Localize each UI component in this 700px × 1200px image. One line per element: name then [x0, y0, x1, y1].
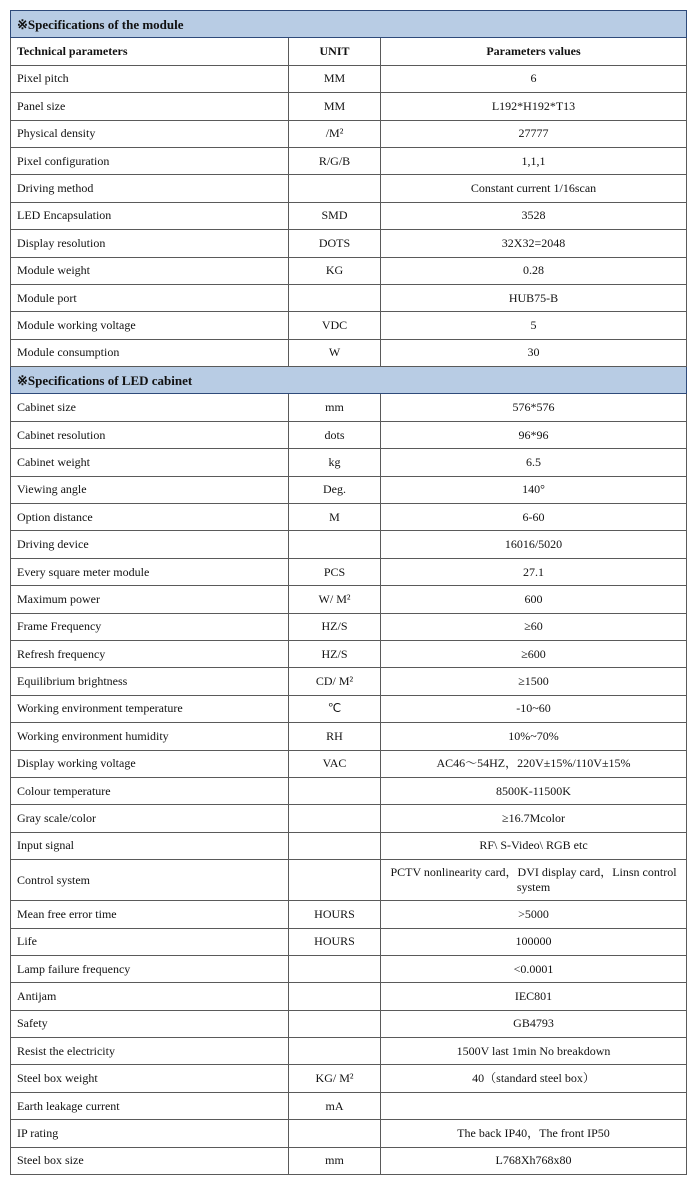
cabinet-row — [11, 695, 687, 722]
parameter-value-cell: 40（standard steel box） — [381, 1065, 687, 1092]
unit-cell — [289, 805, 381, 832]
parameter-value-cell: -10~60 — [381, 695, 687, 722]
header-parameter-values: Parameters values — [381, 38, 687, 65]
cabinet-row — [11, 531, 687, 558]
cabinet-row — [11, 1010, 687, 1037]
parameter-name-cell: Every square meter module — [11, 558, 289, 585]
parameter-name-cell: Pixel configuration — [11, 147, 289, 174]
unit-cell: kg — [289, 449, 381, 476]
unit-cell: VDC — [289, 312, 381, 339]
unit-cell: VAC — [289, 750, 381, 777]
cabinet-section-header — [11, 367, 687, 394]
unit-cell: DOTS — [289, 230, 381, 257]
parameter-name-cell: Maximum power — [11, 586, 289, 613]
parameter-value-cell: 30 — [381, 339, 687, 366]
parameter-name-cell: IP rating — [11, 1120, 289, 1147]
parameter-name-cell: Driving device — [11, 531, 289, 558]
parameter-name-cell: Colour temperature — [11, 777, 289, 804]
header-unit: UNIT — [289, 38, 381, 65]
module-row — [11, 230, 687, 257]
unit-cell — [289, 860, 381, 901]
cabinet-row — [11, 449, 687, 476]
parameter-name-cell: Display working voltage — [11, 750, 289, 777]
parameter-name-cell: LED Encapsulation — [11, 202, 289, 229]
parameter-name-cell: Gray scale/color — [11, 805, 289, 832]
parameter-value-cell: 6 — [381, 65, 687, 92]
cabinet-row — [11, 860, 687, 901]
cabinet-section-title: ※Specifications of LED cabinet — [11, 367, 687, 394]
parameter-name-cell: Pixel pitch — [11, 65, 289, 92]
module-row — [11, 175, 687, 202]
parameter-name-cell: Module weight — [11, 257, 289, 284]
parameter-value-cell: L768Xh768x80 — [381, 1147, 687, 1174]
unit-cell — [289, 284, 381, 311]
parameter-value-cell: HUB75-B — [381, 284, 687, 311]
unit-cell — [289, 983, 381, 1010]
unit-cell: /M² — [289, 120, 381, 147]
parameter-value-cell: ≥60 — [381, 613, 687, 640]
parameter-name-cell: Equilibrium brightness — [11, 668, 289, 695]
unit-cell — [289, 1038, 381, 1065]
unit-cell: mA — [289, 1092, 381, 1119]
parameter-value-cell: IEC801 — [381, 983, 687, 1010]
cabinet-row — [11, 777, 687, 804]
unit-cell — [289, 955, 381, 982]
unit-cell: CD/ M² — [289, 668, 381, 695]
unit-cell: HOURS — [289, 928, 381, 955]
spec-sheet — [10, 10, 686, 1175]
unit-cell: W/ M² — [289, 586, 381, 613]
spec-table — [10, 10, 687, 1175]
cabinet-row — [11, 983, 687, 1010]
cabinet-row — [11, 1065, 687, 1092]
unit-cell: mm — [289, 394, 381, 421]
parameter-value-cell: 600 — [381, 586, 687, 613]
parameter-value-cell: Constant current 1/16scan — [381, 175, 687, 202]
unit-cell: ℃ — [289, 695, 381, 722]
parameter-value-cell: 6.5 — [381, 449, 687, 476]
parameter-value-cell: 6-60 — [381, 504, 687, 531]
unit-cell: PCS — [289, 558, 381, 585]
parameter-name-cell: Life — [11, 928, 289, 955]
unit-cell: Deg. — [289, 476, 381, 503]
cabinet-row — [11, 1092, 687, 1119]
cabinet-row — [11, 586, 687, 613]
cabinet-row — [11, 640, 687, 667]
parameter-value-cell: The back IP40，The front IP50 — [381, 1120, 687, 1147]
unit-cell: M — [289, 504, 381, 531]
parameter-name-cell: Resist the electricity — [11, 1038, 289, 1065]
cabinet-row — [11, 613, 687, 640]
module-row — [11, 65, 687, 92]
cabinet-row — [11, 832, 687, 859]
parameter-value-cell — [381, 1092, 687, 1119]
parameter-name-cell: Cabinet size — [11, 394, 289, 421]
parameter-name-cell: Cabinet weight — [11, 449, 289, 476]
unit-cell: MM — [289, 65, 381, 92]
parameter-name-cell: Panel size — [11, 93, 289, 120]
cabinet-row — [11, 668, 687, 695]
parameter-name-cell: Viewing angle — [11, 476, 289, 503]
cabinet-row — [11, 558, 687, 585]
module-section-title: ※Specifications of the module — [11, 11, 687, 38]
column-header-row — [11, 38, 687, 65]
module-row — [11, 202, 687, 229]
unit-cell: MM — [289, 93, 381, 120]
unit-cell: dots — [289, 421, 381, 448]
parameter-name-cell: Option distance — [11, 504, 289, 531]
cabinet-row — [11, 955, 687, 982]
cabinet-row — [11, 928, 687, 955]
parameter-value-cell: 0.28 — [381, 257, 687, 284]
parameter-value-cell: 5 — [381, 312, 687, 339]
unit-cell: KG — [289, 257, 381, 284]
cabinet-row — [11, 750, 687, 777]
parameter-value-cell: GB4793 — [381, 1010, 687, 1037]
unit-cell — [289, 777, 381, 804]
unit-cell: R/G/B — [289, 147, 381, 174]
unit-cell — [289, 832, 381, 859]
parameter-name-cell: Cabinet resolution — [11, 421, 289, 448]
module-row — [11, 120, 687, 147]
parameter-name-cell: Display resolution — [11, 230, 289, 257]
parameter-value-cell: 27.1 — [381, 558, 687, 585]
parameter-value-cell: AC46～54HZ，220V±15%/110V±15% — [381, 750, 687, 777]
cabinet-row — [11, 394, 687, 421]
cabinet-row — [11, 504, 687, 531]
parameter-name-cell: Working environment temperature — [11, 695, 289, 722]
parameter-name-cell: Safety — [11, 1010, 289, 1037]
parameter-value-cell: L192*H192*T13 — [381, 93, 687, 120]
parameter-name-cell: Earth leakage current — [11, 1092, 289, 1119]
parameter-value-cell: ≥1500 — [381, 668, 687, 695]
unit-cell: HOURS — [289, 901, 381, 928]
parameter-name-cell: Module consumption — [11, 339, 289, 366]
cabinet-row — [11, 1120, 687, 1147]
parameter-value-cell: 3528 — [381, 202, 687, 229]
unit-cell: HZ/S — [289, 613, 381, 640]
cabinet-row — [11, 421, 687, 448]
module-row — [11, 284, 687, 311]
unit-cell — [289, 531, 381, 558]
parameter-name-cell: Module port — [11, 284, 289, 311]
parameter-name-cell: Frame Frequency — [11, 613, 289, 640]
parameter-name-cell: Working environment humidity — [11, 723, 289, 750]
parameter-value-cell: 100000 — [381, 928, 687, 955]
parameter-value-cell: 96*96 — [381, 421, 687, 448]
parameter-name-cell: Lamp failure frequency — [11, 955, 289, 982]
parameter-value-cell: RF\ S-Video\ RGB etc — [381, 832, 687, 859]
parameter-name-cell: Steel box size — [11, 1147, 289, 1174]
parameter-name-cell: Physical density — [11, 120, 289, 147]
cabinet-row — [11, 1147, 687, 1174]
header-technical-parameters: Technical parameters — [11, 38, 289, 65]
module-row — [11, 339, 687, 366]
parameter-value-cell: 32X32=2048 — [381, 230, 687, 257]
parameter-name-cell: Steel box weight — [11, 1065, 289, 1092]
module-row — [11, 93, 687, 120]
parameter-value-cell: 16016/5020 — [381, 531, 687, 558]
unit-cell: HZ/S — [289, 640, 381, 667]
parameter-value-cell: 10%~70% — [381, 723, 687, 750]
parameter-value-cell: 8500K-11500K — [381, 777, 687, 804]
parameter-name-cell: Refresh frequency — [11, 640, 289, 667]
parameter-value-cell: ≥16.7Mcolor — [381, 805, 687, 832]
parameter-value-cell: 1500V last 1min No breakdown — [381, 1038, 687, 1065]
parameter-name-cell: Input signal — [11, 832, 289, 859]
parameter-name-cell: Control system — [11, 860, 289, 901]
cabinet-row — [11, 476, 687, 503]
unit-cell: mm — [289, 1147, 381, 1174]
parameter-name-cell: Mean free error time — [11, 901, 289, 928]
module-row — [11, 257, 687, 284]
unit-cell — [289, 175, 381, 202]
parameter-name-cell: Antijam — [11, 983, 289, 1010]
parameter-value-cell: 140° — [381, 476, 687, 503]
module-row — [11, 312, 687, 339]
parameter-name-cell: Driving method — [11, 175, 289, 202]
unit-cell: SMD — [289, 202, 381, 229]
parameter-value-cell: >5000 — [381, 901, 687, 928]
unit-cell: KG/ M² — [289, 1065, 381, 1092]
unit-cell — [289, 1010, 381, 1037]
cabinet-row — [11, 901, 687, 928]
cabinet-row — [11, 805, 687, 832]
parameter-name-cell: Module working voltage — [11, 312, 289, 339]
parameter-value-cell: 1,1,1 — [381, 147, 687, 174]
module-row — [11, 147, 687, 174]
unit-cell — [289, 1120, 381, 1147]
parameter-value-cell: PCTV nonlinearity card，DVI display card，Linsn control system — [381, 860, 687, 901]
cabinet-row — [11, 1038, 687, 1065]
module-section-header — [11, 11, 687, 38]
cabinet-row — [11, 723, 687, 750]
parameter-value-cell: 576*576 — [381, 394, 687, 421]
unit-cell: W — [289, 339, 381, 366]
unit-cell: RH — [289, 723, 381, 750]
parameter-value-cell: <0.0001 — [381, 955, 687, 982]
parameter-value-cell: ≥600 — [381, 640, 687, 667]
parameter-value-cell: 27777 — [381, 120, 687, 147]
